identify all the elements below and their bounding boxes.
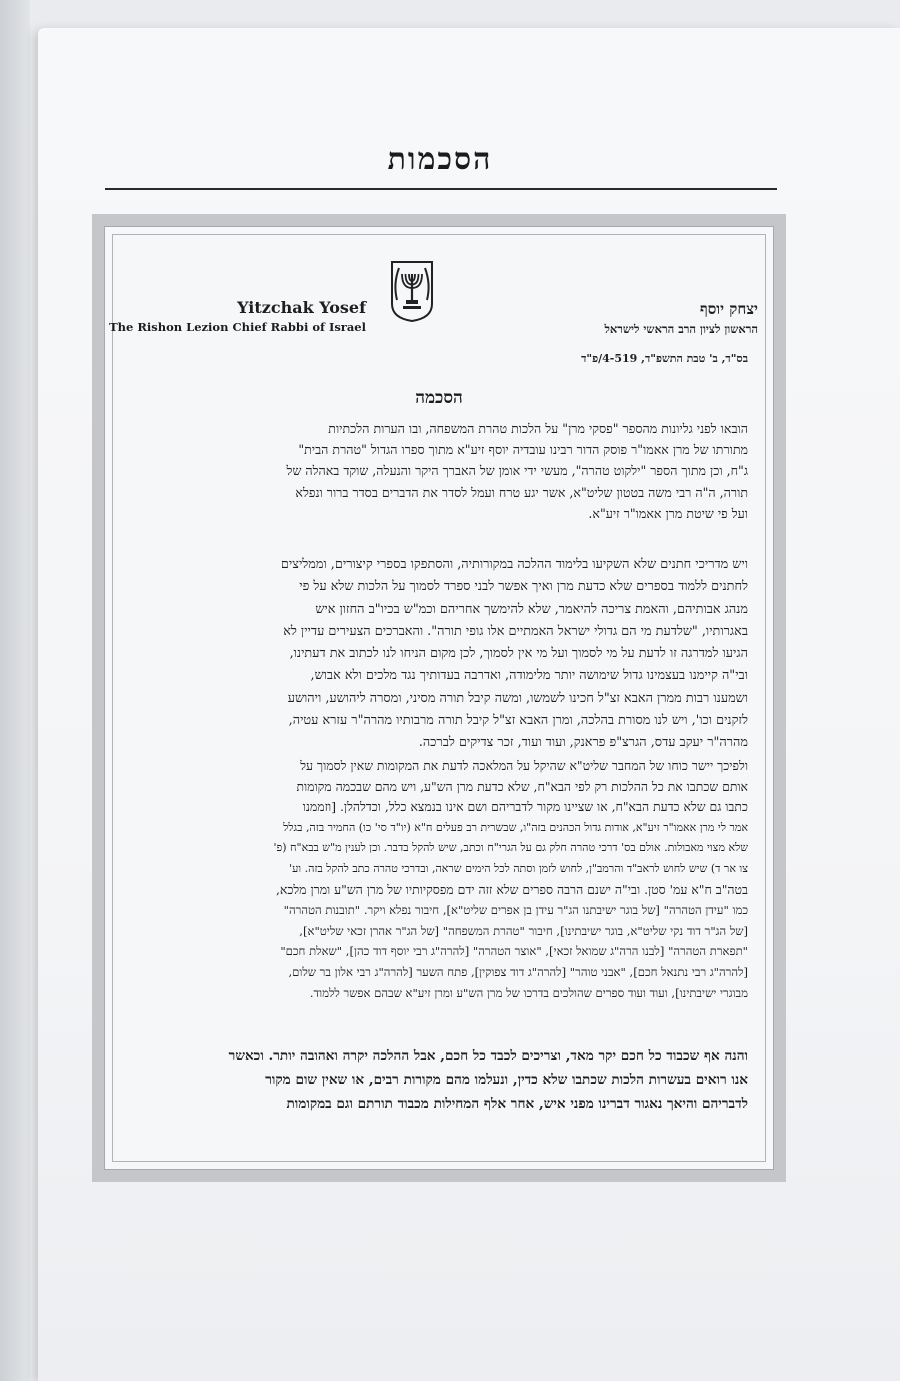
paragraph-3 — [130, 756, 748, 1003]
text-line: שלא מצוי מאבולות. אולם בס' דרכי טהרה חלק גם על הגרי"ח וכתב, שיש להקל בדבר. וכן לענין מ"ש בבא"ח (פ' — [273, 841, 748, 855]
text-line: הגיעו למדרגה זו לדעת על מי לסמוך ועל מי אין לסמוך, לכן מקום הניחו לנו לכתוב את דעתינו, — [289, 646, 748, 662]
paragraph-1 — [130, 418, 748, 524]
text-line: מהרה"ר יעקב עדס, הגרצ"פ פראנק, ועוד ועוד, זכר צדיקים לברכה. — [418, 735, 748, 751]
text-line: ובי"ה קיימנו בעצמינו גדול שימושה יותר מלימודה, ואדרבה בעדותיך נגד מלכים ולא אבוש, — [310, 668, 748, 684]
rabbi-name-english: Yitzchak Yosef — [237, 298, 366, 317]
text-line: ג"ח, וכן מתוך הספר "ילקוט טהרה", מעשי ידי אומן של האברך היקר והנעלה, שוקד באהלה של — [286, 463, 748, 479]
text-line: ולפיכך יישר כוחו של המחבר שליט"א שהיקל על המלאכה לדעת את המקומות שאין לסמוך על — [300, 758, 748, 773]
text-line: לזקנים וכו', ויש לנו מסורת בהלכה, ומרן האבא זצ"ל קיבל תורה מרבותיו מהרה"ר עזרא עטיה, — [288, 713, 748, 729]
text-line: תורה, ה"ה רבי משה בטטון שליט"א, אשר יגע טרח ועמל לסדר את הדברים בסדר ברור ונפלא — [295, 484, 748, 500]
text-line: והנה אף שכבוד כל חכם יקר מאד, וצריכים לכבד כל חכם, אבל ההלכה יקרה ואהובה יותר. וכאשר — [228, 1048, 748, 1064]
paragraph-4 — [130, 1044, 748, 1116]
text-line: לדבריהם והיאך נאגור דברינו מפני איש, אחר אלף המחילות מכבוד תורתם וגם במקומות — [286, 1096, 748, 1112]
paragraph-2 — [130, 554, 748, 755]
text-line: כמו "עידן הטהרה" [של בוגר ישיבתנו הג"ר עידן בן אפרים שליט"א], חיבור נפלא ויקר. "תובנות הטהרה" — [283, 903, 748, 918]
rabbi-title-hebrew: הראשון לציון הרב הראשי לישראל — [604, 322, 758, 336]
text-line: באגרותיו, "שלדעת מי הם גדולי ישראל האמתיים אלו גופי תורה". והאברכים הצעירים עדיין לא — [283, 623, 748, 639]
text-line: אנו רואים בעשרות הלכות שכתבו שלא כדין, ונעלמו מהם מקורות רבים, או שאין שום מקור — [265, 1072, 748, 1088]
text-line: "תפארת הטהרה" [לבנו הרה"ג שמואל זכאי], "אוצר הטהרה" [להרה"ג רבי יוסף דוד כהן], "שאלת חכם" — [280, 944, 748, 959]
text-line: אותם שכתבו את כל ההלכות רק לפי הבא"ח, שלא כדעת מרן הש"ע, ויש מהם שבכמה מקומות — [296, 778, 748, 794]
approbation-frame — [92, 214, 786, 1182]
text-line: מנהג אבותיהם, והאמת צריכה להיאמר, שלא להימשך אחריהם וכמ"ש בכיו"ב החזון איש — [315, 601, 748, 617]
text-line: [להרה"ג רבי נתנאל חכם], "אבני טוהר" [להרה"ג דוד צפוקין], פתח השער [להרה"ג רבי אלון בר שלום, — [288, 964, 748, 979]
text-line: ועל פי שיטת מרן אאמו"ר זיע"א. — [588, 505, 748, 521]
text-line: לחתנים ללמוד בספרים שלא כדעת מרן ואיך אפשר לבני ספרד לסמוך על הלכות שלא על פי — [299, 579, 748, 595]
text-line: אמר לי מרן אאמו"ר זיע"א, אודות גדול הכהנים בזה"ו, שבשרית רב פעלים ח"א (יו"ד סי' כו) החמיר בזה, בגלל — [283, 820, 748, 834]
rabbi-name-hebrew: יצחק יוסף — [700, 300, 758, 318]
text-line: צו אר ד) שיש לחוש לראב"ד והרמב"ן, לחוש לזמן וסתה לכל הימים שראה, ובדרכי טהרה כתב להקל בזה. וע' — [289, 861, 748, 875]
text-line: מבוגרי ישיבתינו], ועוד ועוד ספרים שהולכים בדרכו של מרן הש"ע ומרן זיע"א שבהם אפשר ללמוד. — [309, 985, 748, 1000]
heading-underline — [105, 188, 777, 190]
letterhead-hebrew — [488, 300, 758, 336]
rabbi-title-english: The Rishon Lezion Chief Rabbi of Israel — [109, 320, 366, 334]
text-line: מתורתו של מרן אאמו"ר פוסק הדור רבינו עובדיה יוסף זיע"א מתוך ספרו הגדול "טהרת הבית" — [298, 442, 748, 458]
text-line: ושמענו רבות ממרן האבא זצ"ל חכינו לשמשו, ומשה קיבל תורה מסיני, ומסרה ליהושע, ויהושע — [287, 690, 748, 706]
text-line: ויש מדריכי חתנים שלא השקיעו בלימוד ההלכה במקורותיה, והסתפקו בספרי קיצורים, וממליצים — [280, 557, 748, 572]
letterhead-english — [104, 298, 366, 334]
text-line: כתבו גם שלא כדעת הבא"ח, או שציינו מקור לדבריהם ושם אינו בנמצא כלל, וכדלהלן. [וזממנו — [302, 799, 748, 815]
section-title: הסכמה — [415, 388, 463, 408]
book-spine — [0, 0, 30, 1381]
text-line: בטה"ב ח"א עמ' סטן. ובי"ה ישנם הרבה ספרים שלא זזה ידם מפסקיותיו של מרן הש"ע ומרן מלכא, — [275, 881, 748, 897]
page-heading: הסכמות — [387, 142, 493, 177]
text-line: [של הג"ר דוד נקי שליט"א, בוגר ישיבתינו], חיבור "טהרת המשפחה" [של הג"ר אהרן זכאי שליט"א], — [299, 923, 748, 938]
text-line: הובאו לפני גליונות מהספר "פסקי מרן" על הלכות טהרת המשפחה, ובו הערות הלכתיות — [328, 421, 748, 436]
state-of-israel-emblem-icon — [389, 260, 435, 322]
letter-date: בס"ד, ב' טבת התשפ"ד, 4-519/פ"ד — [581, 352, 748, 365]
